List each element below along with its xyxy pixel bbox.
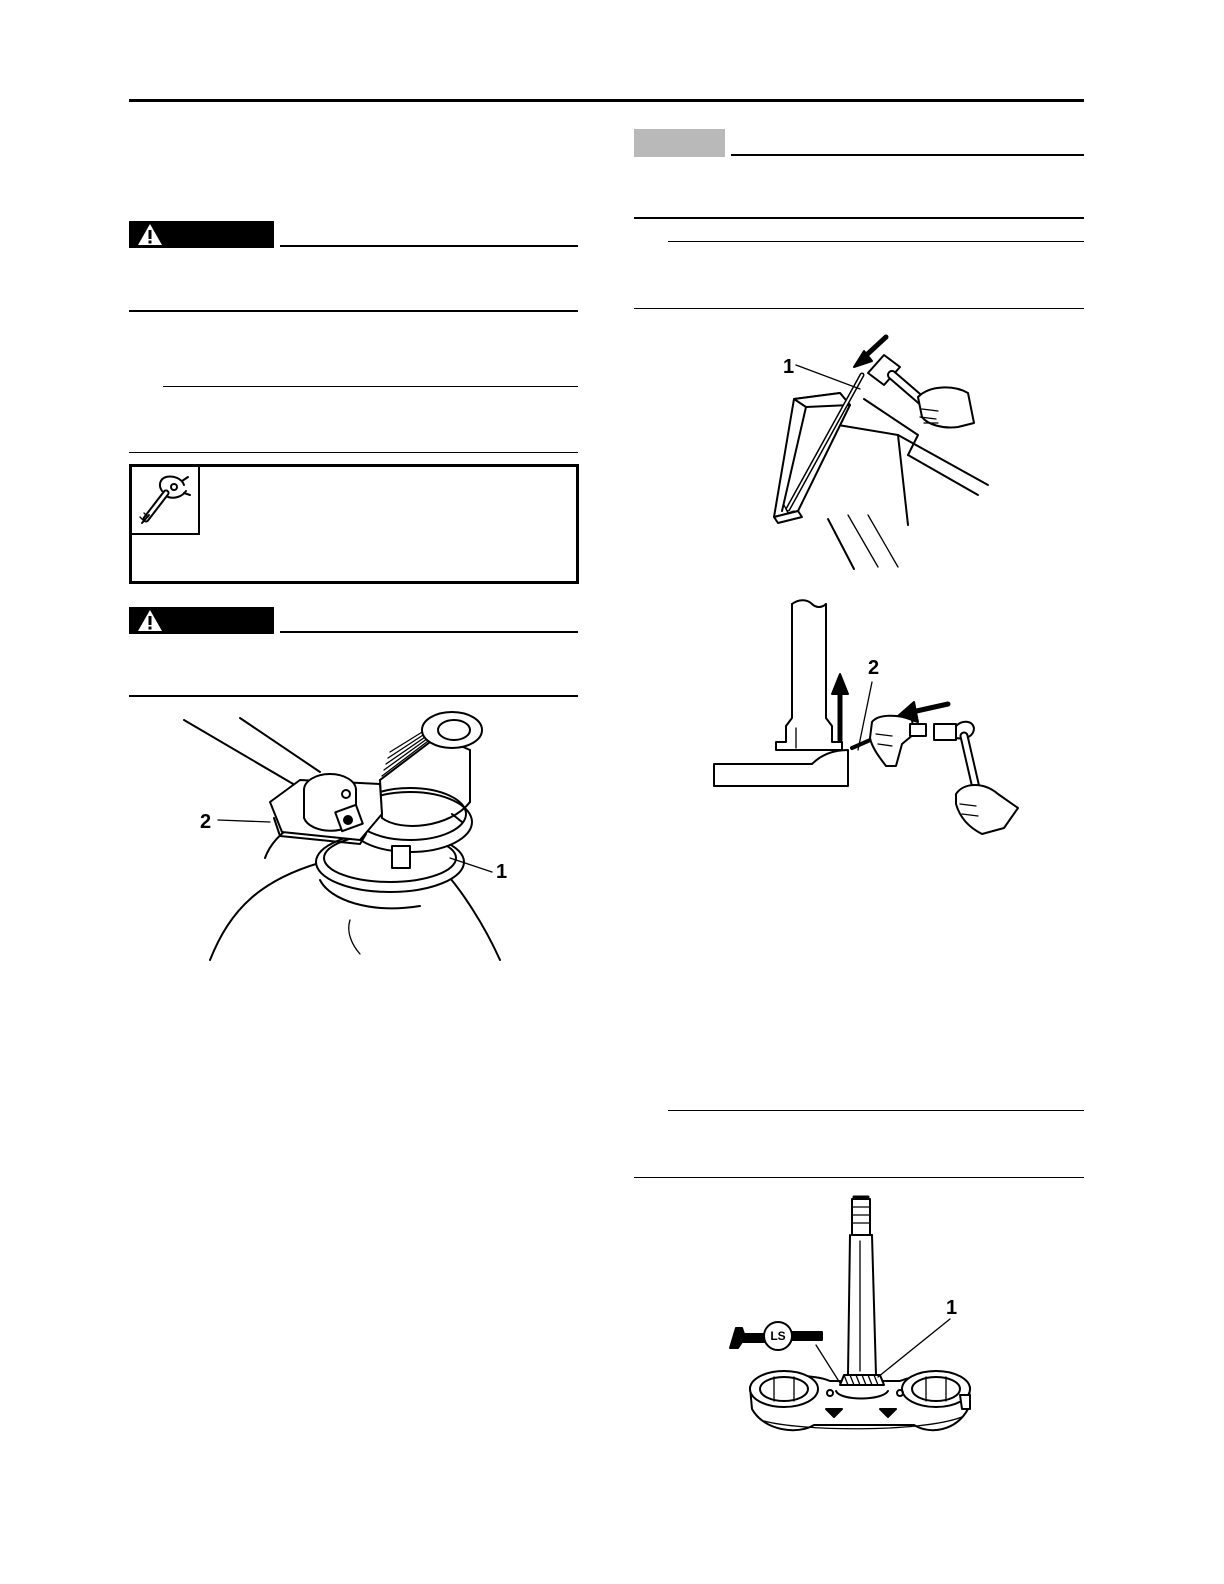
bearing-race-removal-illustration [768, 335, 988, 575]
note-2-top-rule [668, 241, 1084, 242]
callout-1-ring-nut: 1 [496, 861, 508, 883]
stem-bearing-chisel-illustration [712, 598, 1032, 848]
note-1-bottom-rule [129, 452, 578, 453]
ring-nut-wrench-illustration [170, 710, 530, 960]
warning-1-top-rule [280, 245, 578, 247]
note-3-top-rule [668, 1110, 1084, 1111]
warning-label-2 [129, 607, 274, 634]
warning-1-bottom-rule [129, 310, 578, 312]
callout-2-ring-nut-wrench: 2 [200, 811, 212, 833]
note-1-top-rule [163, 386, 578, 387]
note-2-bottom-rule [634, 308, 1084, 309]
warning-triangle-icon [137, 609, 163, 632]
section-label-grey [634, 129, 725, 157]
special-tool-box [129, 464, 579, 584]
callout-1-bearing: 1 [946, 1297, 958, 1319]
grease-symbol-label: LS [770, 1329, 786, 1343]
note-3-bottom-rule [634, 1177, 1084, 1178]
caution-bottom-rule [634, 217, 1084, 219]
warning-2-top-rule [280, 631, 578, 633]
warning-2-bottom-rule [129, 695, 578, 697]
special-tool-wrench-icon [132, 467, 200, 535]
callout-2-chisel: 2 [868, 657, 880, 679]
warning-label-1 [129, 221, 274, 248]
warning-triangle-icon [137, 223, 163, 246]
callout-1-drift: 1 [783, 356, 795, 378]
section-label-rule [731, 154, 1084, 156]
header-rule [129, 99, 1084, 102]
